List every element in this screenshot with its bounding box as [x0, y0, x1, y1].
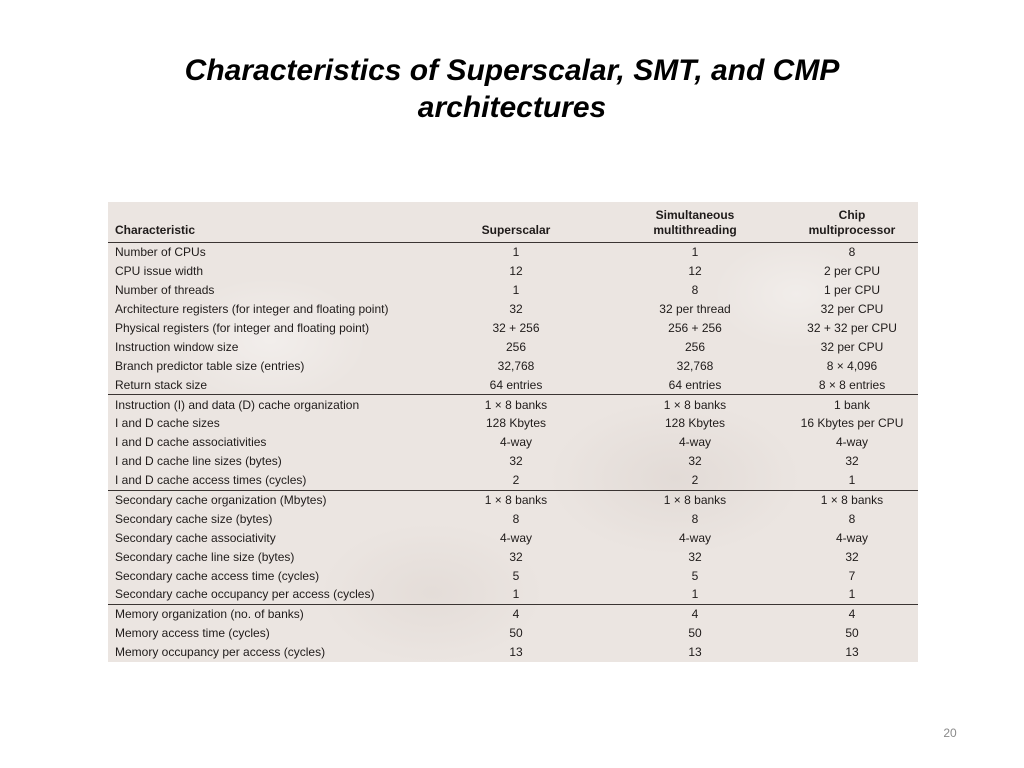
cell-cmp: 8: [848, 245, 856, 260]
cell-superscalar: 4-way: [499, 530, 532, 545]
cell-cmp: 32 + 32 per CPU: [807, 321, 897, 335]
cell-cmp: 32 per CPU: [820, 302, 884, 317]
cell-characteristic: Secondary cache access time (cycles): [115, 568, 320, 583]
table-row: [108, 262, 918, 281]
cell-superscalar: 13: [509, 645, 523, 660]
table-row: [108, 643, 918, 662]
table-row: [108, 243, 918, 262]
cell-characteristic: Physical registers (for integer and floating point): [115, 321, 370, 335]
cell-characteristic: Secondary cache line size (bytes): [115, 549, 295, 564]
cell-characteristic: I and D cache line sizes (bytes): [115, 454, 282, 469]
cell-cmp: 8 × 4,096: [826, 358, 878, 373]
table-row: [108, 433, 918, 452]
cell-smt: 1: [604, 585, 786, 604]
cell-cmp: 4-way: [835, 530, 868, 545]
cell-superscalar: 32: [509, 549, 523, 564]
table-row: [108, 624, 918, 643]
cell-superscalar: 1: [512, 283, 520, 298]
cell-smt: 256 + 256: [668, 321, 722, 335]
cell-characteristic: Memory organization (no. of banks): [115, 607, 304, 622]
table-header-row: [108, 202, 918, 243]
cell-superscalar: 2: [428, 471, 604, 490]
cell-cmp: 8: [848, 511, 856, 526]
cell-smt: 13: [688, 645, 702, 660]
cell-smt: 4-way: [678, 530, 711, 545]
header-simultaneous-multithreading: Simultaneous multithreading: [604, 202, 786, 243]
cell-superscalar: 64 entries: [428, 375, 604, 394]
cell-characteristic: Memory access time (cycles): [115, 626, 270, 641]
slide-title: Characteristics of Superscalar, SMT, and CMP architectures: [184, 54, 840, 124]
cell-superscalar: 1 × 8 banks: [484, 397, 548, 412]
cell-smt: 4: [691, 607, 699, 622]
cell-cmp: 2 per CPU: [823, 264, 881, 279]
cell-superscalar: 12: [509, 264, 523, 279]
comparison-table: [108, 202, 918, 662]
cell-superscalar: 32: [509, 302, 523, 317]
cell-superscalar: 32: [509, 454, 523, 469]
header-chip-multiprocessor: Chip multiprocessor: [786, 202, 918, 243]
cell-characteristic: Architecture registers (for integer and floating point): [115, 302, 389, 317]
table-row: [108, 356, 918, 375]
cell-cmp: 32 per CPU: [820, 339, 884, 354]
cell-smt: 128 Kbytes: [664, 416, 726, 431]
header-characteristic: Characteristic: [108, 202, 428, 243]
cell-smt: 5: [691, 568, 699, 583]
table-row: [108, 452, 918, 471]
cell-superscalar: 8: [512, 511, 520, 526]
cell-characteristic: Number of threads: [115, 283, 215, 298]
cell-superscalar: 256: [505, 339, 527, 354]
table-row: [108, 566, 918, 585]
cell-cmp: 4-way: [835, 435, 868, 450]
cell-characteristic: Number of CPUs: [115, 245, 206, 260]
cell-superscalar: 32 + 256: [492, 321, 540, 335]
table-row: [108, 604, 918, 623]
comparison-table-image: [108, 202, 918, 662]
cell-superscalar: 4-way: [499, 435, 532, 450]
cell-superscalar: 1 × 8 banks: [484, 493, 548, 508]
cell-cmp: 4: [848, 607, 856, 622]
cell-characteristic: Secondary cache associativity: [115, 530, 276, 545]
cell-characteristic: Return stack size: [108, 375, 428, 394]
table-row: [108, 528, 918, 547]
table-row: [108, 414, 918, 433]
cell-smt: 32 per thread: [659, 302, 731, 317]
header-superscalar: Superscalar: [428, 202, 604, 243]
table-row: [108, 471, 918, 490]
cell-smt: 2: [604, 471, 786, 490]
cell-characteristic: Secondary cache organization (Mbytes): [115, 493, 327, 508]
cell-superscalar: 5: [512, 568, 520, 583]
cell-cmp: 7: [848, 568, 856, 583]
cell-superscalar: 32,768: [497, 358, 535, 373]
cell-cmp: 32: [845, 549, 859, 564]
table-row: [108, 509, 918, 528]
table-row: [108, 375, 918, 394]
cell-cmp: 32: [845, 454, 859, 469]
table-row: [108, 547, 918, 566]
cell-smt: 32,768: [676, 358, 714, 373]
cell-smt: 256: [684, 339, 706, 354]
cell-cmp: 1 bank: [833, 397, 871, 412]
cell-superscalar: 50: [509, 626, 523, 641]
cell-smt: 32: [688, 454, 702, 469]
table-row: [108, 281, 918, 300]
cell-characteristic: Memory occupancy per access (cycles): [115, 645, 326, 660]
cell-characteristic: I and D cache access times (cycles): [108, 471, 428, 490]
table-body: [108, 243, 918, 662]
cell-smt: 1 × 8 banks: [663, 493, 727, 508]
cell-characteristic: Secondary cache occupancy per access (cycles): [108, 585, 428, 604]
cell-smt: 64 entries: [604, 375, 786, 394]
cell-cmp: 1: [786, 471, 918, 490]
cell-characteristic: I and D cache associativities: [115, 435, 267, 450]
table-row: [108, 395, 918, 414]
cell-smt: 1 × 8 banks: [663, 397, 727, 412]
cell-cmp: 1: [786, 585, 918, 604]
cell-cmp: 1 × 8 banks: [820, 493, 884, 508]
cell-characteristic: Instruction (I) and data (D) cache organization: [115, 397, 360, 412]
cell-smt: 1: [691, 245, 699, 260]
cell-cmp: 16 Kbytes per CPU: [800, 416, 904, 431]
table-row: [108, 585, 918, 604]
cell-cmp: 13: [845, 645, 859, 660]
page-number: 20: [943, 726, 957, 740]
cell-smt: 8: [691, 511, 699, 526]
cell-superscalar: 1: [428, 585, 604, 604]
cell-cmp: 50: [845, 626, 859, 641]
cell-smt: 4-way: [678, 435, 711, 450]
cell-characteristic: Instruction window size: [115, 339, 239, 354]
cell-superscalar: 4: [512, 607, 520, 622]
table-row: [108, 319, 918, 338]
cell-smt: 8: [691, 283, 699, 298]
cell-superscalar: 128 Kbytes: [485, 416, 547, 431]
cell-characteristic: Secondary cache size (bytes): [115, 511, 273, 526]
table-row: [108, 337, 918, 356]
cell-cmp: 1 per CPU: [823, 283, 881, 298]
cell-characteristic: I and D cache sizes: [115, 416, 220, 431]
cell-characteristic: CPU issue width: [115, 264, 204, 279]
cell-cmp: 8 × 8 entries: [786, 375, 918, 394]
table-row: [108, 490, 918, 509]
cell-characteristic: Branch predictor table size (entries): [115, 358, 305, 373]
cell-smt: 32: [688, 549, 702, 564]
cell-superscalar: 1: [512, 245, 520, 260]
cell-smt: 50: [688, 626, 702, 641]
table-row: [108, 300, 918, 319]
cell-smt: 12: [688, 264, 702, 279]
